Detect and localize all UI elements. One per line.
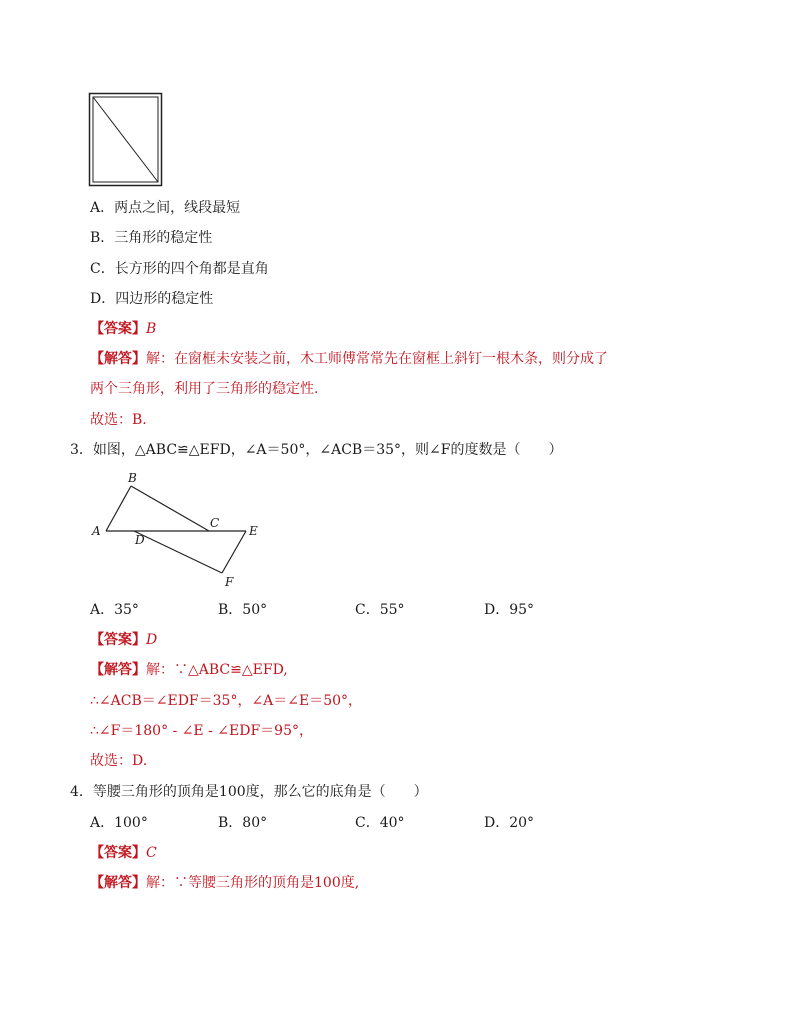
q2-explanation-1 — [90, 350, 608, 368]
q3-explanation-1 — [90, 661, 288, 679]
q4-option-b: B．80° — [218, 815, 268, 831]
q3-explanation-3: ∴∠F＝180° - ∠E - ∠EDF＝95°， — [90, 723, 313, 739]
window-frame-figure — [88, 92, 164, 188]
answer-value: D — [146, 632, 158, 648]
q3-conclusion: 故选：D. — [90, 753, 148, 769]
q4-explanation-1 — [90, 874, 359, 892]
q3-stem: 3．如图，△ABC≌△EFD，∠A＝50°，∠ACB＝35°，则∠F的度数是（ ） — [70, 442, 563, 458]
answer-label: 【答案】 — [90, 321, 146, 337]
q2-option-d: D．四边形的稳定性 — [90, 291, 214, 307]
q3-answer — [90, 631, 157, 649]
q3-option-d: D．95° — [484, 602, 535, 618]
q2-explanation-2: 两个三角形，利用了三角形的稳定性. — [90, 381, 319, 397]
q2-option-c: C．长方形的四个角都是直角 — [90, 261, 269, 277]
answer-value: C — [146, 845, 157, 861]
q2-answer — [90, 320, 156, 338]
q4-option-d: D．20° — [484, 815, 535, 831]
label-d: D — [135, 533, 145, 547]
segment-bc — [131, 486, 209, 531]
diagonal-strut — [93, 97, 158, 182]
answer-label: 【答案】 — [90, 632, 146, 648]
q4-option-a: A．100° — [90, 815, 148, 831]
q3-option-a: A．35° — [90, 602, 139, 618]
explain-label: 【解答】 — [90, 875, 146, 891]
answer-value: B — [146, 321, 157, 337]
label-b: B — [128, 471, 137, 485]
label-a: A — [92, 524, 101, 538]
triangles-figure — [86, 468, 272, 592]
q4-stem: 4．等腰三角形的顶角是100度，那么它的底角是（ ） — [70, 784, 428, 800]
label-c: C — [210, 516, 220, 530]
explain-label: 【解答】 — [90, 351, 146, 367]
answer-label: 【答案】 — [90, 845, 146, 861]
label-e: E — [249, 524, 258, 538]
explain-label: 【解答】 — [90, 662, 146, 678]
q3-option-b: B．50° — [218, 602, 268, 618]
q4-answer — [90, 844, 157, 862]
explain-text: 解：∵等腰三角形的顶角是100度, — [146, 875, 360, 891]
explain-text: 解：在窗框未安装之前，木工师傅常常先在窗框上斜钉一根木条，则分成了 — [146, 351, 608, 367]
q3-option-c: C．55° — [355, 602, 405, 618]
q4-option-c: C．40° — [355, 815, 405, 831]
q2-option-b: B．三角形的稳定性 — [90, 230, 213, 246]
q2-option-a: A．两点之间，线段最短 — [90, 200, 241, 216]
q3-explanation-2: ∴∠ACB＝∠EDF＝35°，∠A＝∠E＝50°， — [90, 693, 363, 709]
segment-fd — [134, 531, 222, 573]
label-f: F — [225, 575, 234, 589]
q2-conclusion: 故选：B. — [90, 412, 147, 428]
segment-ef — [222, 531, 246, 573]
segment-ab — [106, 486, 131, 531]
explain-text: 解：∵△ABC≌△EFD, — [146, 662, 288, 678]
